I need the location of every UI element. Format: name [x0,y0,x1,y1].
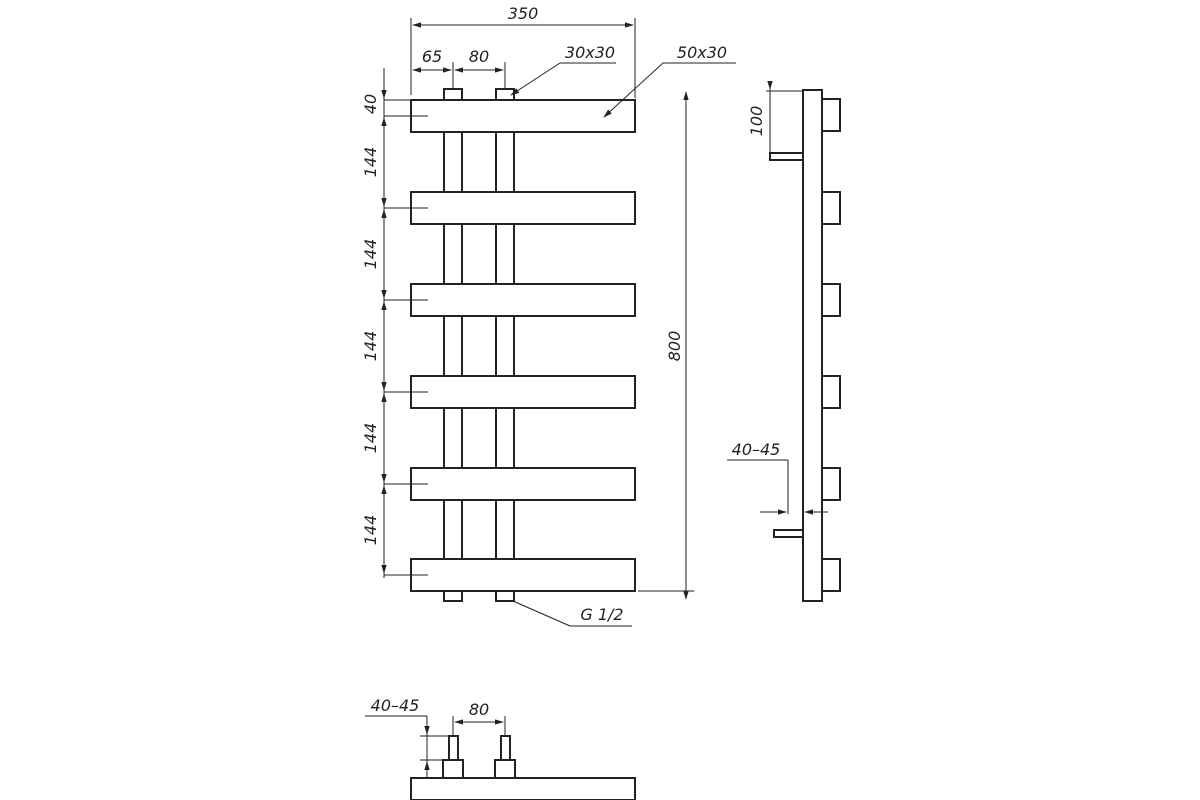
dim-pipe-offset: 65 [421,47,443,66]
dim-overall-width: 350 [507,4,539,23]
dim-pipe-spacing: 80 [468,47,490,66]
dim-bar-pitch-3: 144 [361,330,380,362]
dim-bar-pitch-2: 144 [361,238,380,270]
horizontal-bar-5 [411,468,635,500]
top-wall-bracket [770,153,803,160]
right-vertical-pipe [496,100,514,600]
side-bar-3 [822,284,840,316]
dim-wall-clearance: 40–45 [731,440,781,459]
bottom-right-pipe-block [495,760,515,778]
side-bar-5 [822,468,840,500]
dim-bar-pitch-5: 144 [361,514,380,546]
horizontal-bar-3 [411,284,635,316]
bottom-view [365,696,635,800]
dim-top-bar-height: 40 [361,93,380,115]
bar-profile-label: 50x30 [676,43,728,62]
dim-bar-pitch-4: 144 [361,422,380,454]
bottom-left-pipe-block [443,760,463,778]
pipe-profile-label: 30x30 [564,43,616,62]
thread-label: G 1/2 [580,605,624,624]
side-bar-6 [822,559,840,591]
bottom-left-bracket-pin [449,736,458,760]
horizontal-bar-2 [411,192,635,224]
side-vertical-pipe [803,90,822,601]
bottom-right-bracket-pin [501,736,510,760]
horizontal-bar-1 [411,100,635,132]
dim-bar-pitch-1: 144 [361,146,380,178]
side-bar-4 [822,376,840,408]
bottom-bar [411,778,635,800]
bottom-wall-bracket [774,530,803,537]
dim-bracket-offset: 100 [747,105,766,137]
side-bar-2 [822,192,840,224]
horizontal-bar-6 [411,559,635,591]
side-bar-1 [822,99,840,131]
bottom-dim-pipe-spacing: 80 [468,700,490,719]
front-view [361,4,736,626]
bottom-dim-wall-clearance: 40–45 [370,696,420,715]
left-vertical-pipe [444,100,462,600]
horizontal-bar-4 [411,376,635,408]
side-view [727,82,840,601]
dim-overall-height: 800 [665,330,684,362]
